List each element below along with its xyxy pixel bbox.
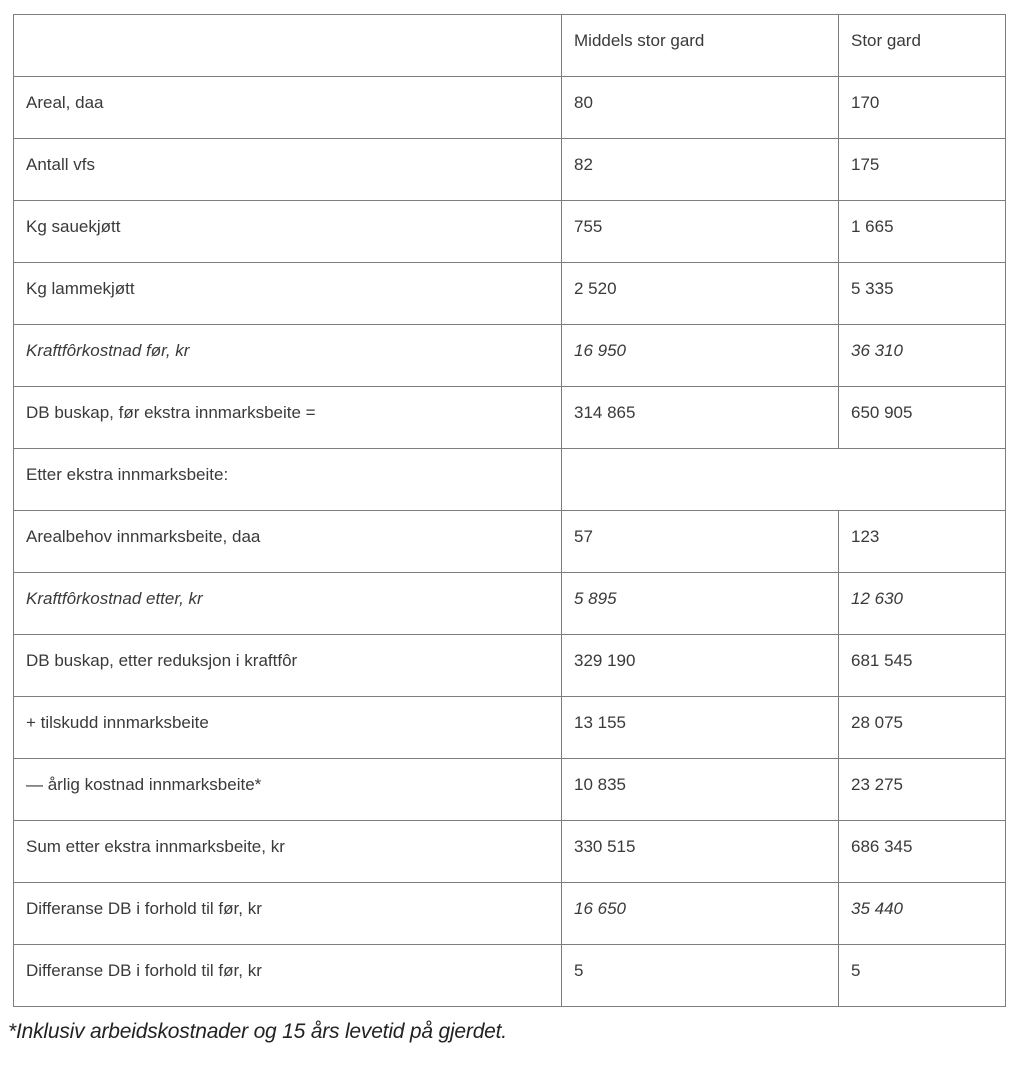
row-label-cell: Sum etter ekstra innmarksbeite, kr — [14, 821, 562, 883]
value-cell: 5 — [562, 945, 839, 1007]
value-cell: 80 — [562, 77, 839, 139]
value-cell: 681 545 — [839, 635, 1006, 697]
value-cell: 13 155 — [562, 697, 839, 759]
value-cell: 23 275 — [839, 759, 1006, 821]
table-row — [14, 697, 1006, 759]
value-cell: 5 335 — [839, 263, 1006, 325]
value-cell: 2 520 — [562, 263, 839, 325]
value-cell: 170 — [839, 77, 1006, 139]
row-label-cell: Kraftfôrkostnad etter, kr — [14, 573, 562, 635]
table-row — [14, 511, 1006, 573]
header-middels-stor-gard: Middels stor gard — [562, 15, 839, 77]
value-cell: 36 310 — [839, 325, 1006, 387]
value-cell: 123 — [839, 511, 1006, 573]
row-label-cell: Kg lammekjøtt — [14, 263, 562, 325]
row-label-cell: + tilskudd innmarksbeite — [14, 697, 562, 759]
row-label-cell: — årlig kostnad innmarksbeite* — [14, 759, 562, 821]
value-cell: 28 075 — [839, 697, 1006, 759]
table-row — [14, 325, 1006, 387]
row-label-cell: Kraftfôrkostnad før, kr — [14, 325, 562, 387]
row-label-cell: Arealbehov innmarksbeite, daa — [14, 511, 562, 573]
table-row — [14, 945, 1006, 1007]
table-row — [14, 387, 1006, 449]
value-cell: 82 — [562, 139, 839, 201]
table-row — [14, 77, 1006, 139]
header-row — [14, 15, 1006, 77]
value-cell: 314 865 — [562, 387, 839, 449]
header-empty-cell — [14, 15, 562, 77]
table-row — [14, 883, 1006, 945]
table-row — [14, 573, 1006, 635]
row-label-cell: Differanse DB i forhold til før, kr — [14, 883, 562, 945]
value-cell: 330 515 — [562, 821, 839, 883]
header-stor-gard: Stor gard — [839, 15, 1006, 77]
row-label-cell: Kg sauekjøtt — [14, 201, 562, 263]
row-label-cell: Differanse DB i forhold til før, kr — [14, 945, 562, 1007]
table-row — [14, 821, 1006, 883]
table-row — [14, 139, 1006, 201]
value-cell: 16 650 — [562, 883, 839, 945]
value-cell: 175 — [839, 139, 1006, 201]
row-label-cell: DB buskap, før ekstra innmarksbeite = — [14, 387, 562, 449]
table-row — [14, 759, 1006, 821]
value-cell: 686 345 — [839, 821, 1006, 883]
row-label-cell: Etter ekstra innmarksbeite: — [14, 449, 562, 511]
value-cell: 10 835 — [562, 759, 839, 821]
row-label-cell: Antall vfs — [14, 139, 562, 201]
merged-empty-cell — [562, 449, 1006, 511]
value-cell: 12 630 — [839, 573, 1006, 635]
value-cell: 755 — [562, 201, 839, 263]
table-row — [14, 635, 1006, 697]
table-row — [14, 263, 1006, 325]
value-cell: 16 950 — [562, 325, 839, 387]
value-cell: 329 190 — [562, 635, 839, 697]
row-label-cell: DB buskap, etter reduksjon i kraftfôr — [14, 635, 562, 697]
table-row — [14, 201, 1006, 263]
value-cell: 1 665 — [839, 201, 1006, 263]
value-cell: 650 905 — [839, 387, 1006, 449]
table-footnote: *Inklusiv arbeidskostnader og 15 års levetid på gjerdet. — [8, 1020, 507, 1043]
farm-economics-table — [13, 14, 1006, 1007]
value-cell: 35 440 — [839, 883, 1006, 945]
value-cell: 5 — [839, 945, 1006, 1007]
value-cell: 5 895 — [562, 573, 839, 635]
value-cell: 57 — [562, 511, 839, 573]
table-row-section — [14, 449, 1006, 511]
row-label-cell: Areal, daa — [14, 77, 562, 139]
